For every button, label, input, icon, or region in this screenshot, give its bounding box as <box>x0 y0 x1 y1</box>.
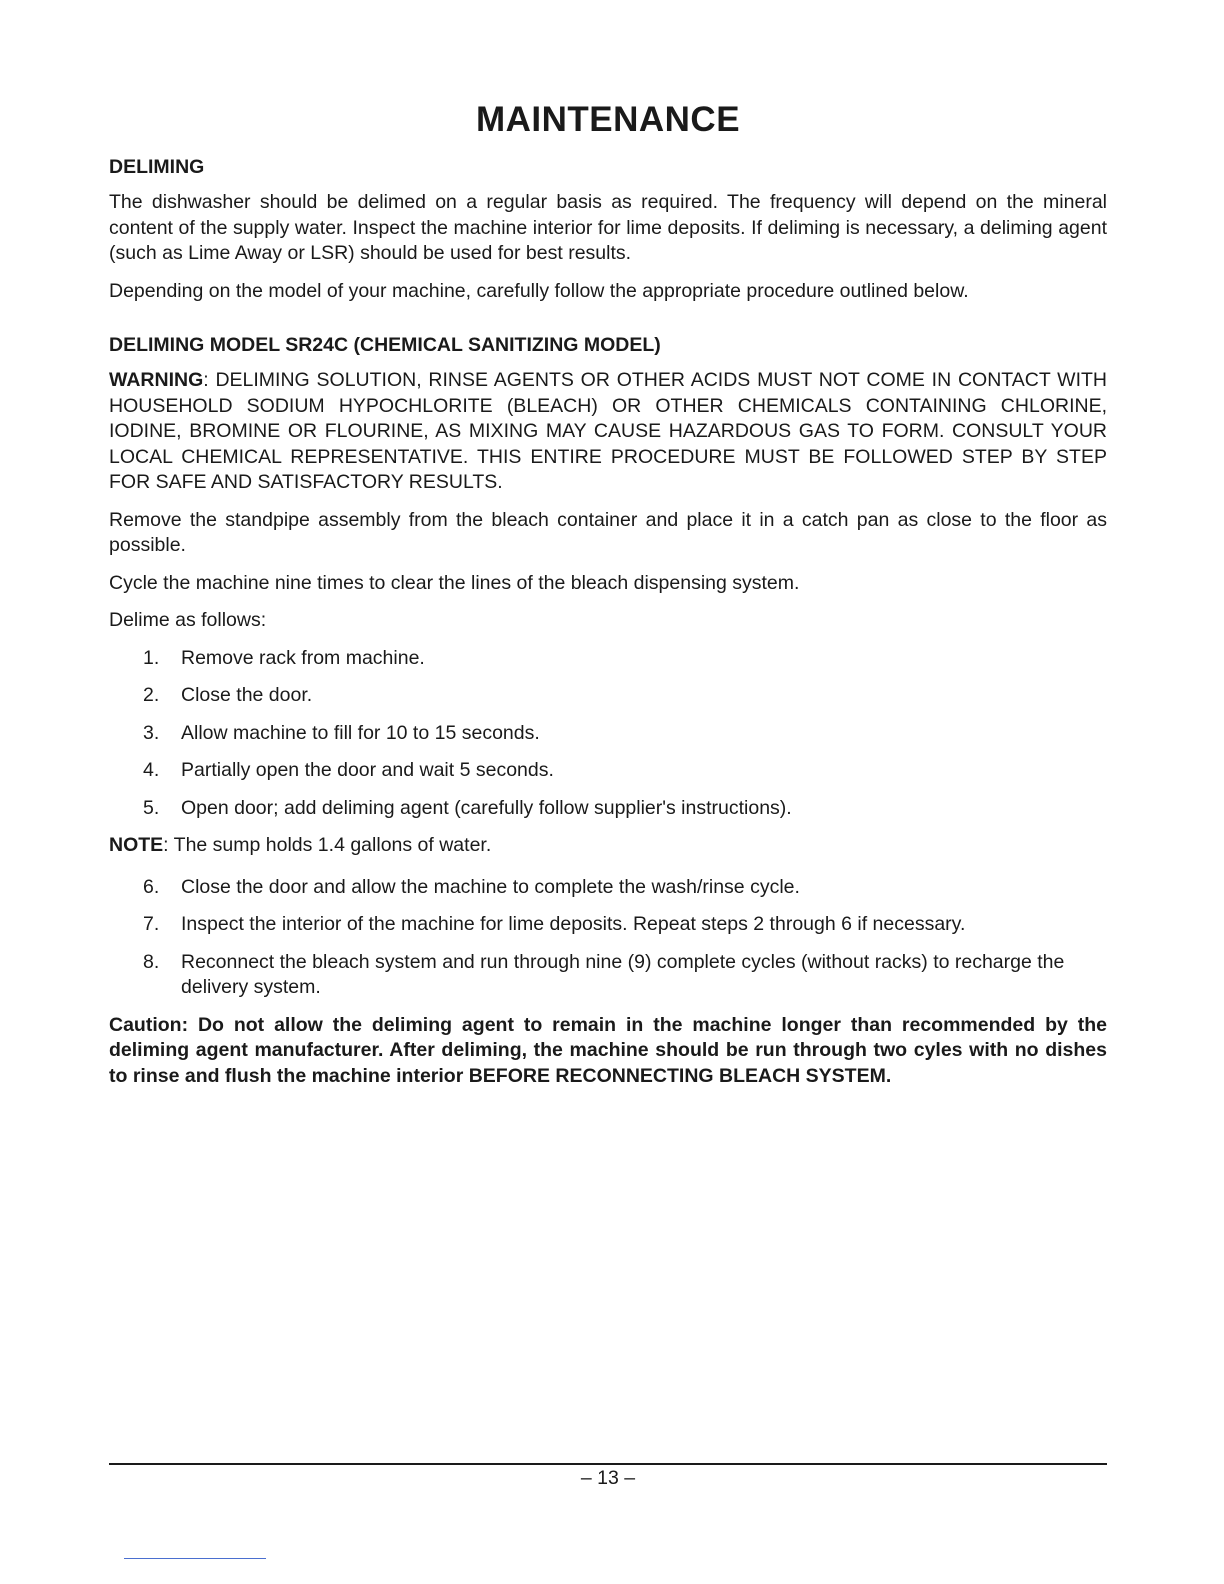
warning-text: : DELIMING SOLUTION, RINSE AGENTS OR OTHER ACIDS MUST NOT COME IN CONTACT WITH HOUSEHOLD SODIUM HYPOCHLORITE (BLEACH) OR OTHER CHEMICALS CONTAINING CHLORINE, IODINE, BROMINE OR FLOURINE, AS MIXING MAY CAUSE HAZARDOUS GAS TO FORM. CONSULT YOUR LOCAL CHEMICAL REPRESENTATIVE. THIS ENTIRE PROCEDURE MUST BE FOLLOWED STEP BY STEP FOR SAFE AND SATISFACTORY RESULTS. <box>109 369 1107 493</box>
list-item: 3. Allow machine to fill for 10 to 15 seconds. <box>143 721 540 744</box>
warning-label: WARNING <box>109 369 204 391</box>
page-number: – 13 – <box>580 1467 636 1489</box>
list-item: 2. Close the door. <box>143 684 313 706</box>
deliming-paragraph-1: The dishwasher should be delimed on a regular basis as required. The frequency will depend on the mineral content of the supply water. Inspect the machine interior for lime deposits. If deliming is necessary, a deliming agent (such as Lime Away or LSR) should be used for best results. <box>109 191 1107 264</box>
model-section <box>109 332 1107 1089</box>
list-item: 1. Remove rack from machine. <box>143 646 425 669</box>
bottom-edge-line <box>124 1558 266 1559</box>
caution-paragraph: Caution: Do not allow the deliming agent to remain in the machine longer than recommended by the deliming agent manufacturer. After deliming, the machine should be run through two cyles with no dishes to rinse and flush the machine interior BEFORE RECONNECTING BLEACH SYSTEM. <box>109 1013 1107 1087</box>
deliming-section <box>109 154 1107 304</box>
list-item: 4. Partially open the door and wait 5 seconds. <box>143 759 554 781</box>
cycle-paragraph: Cycle the machine nine times to clear the lines of the bleach dispensing system. <box>109 571 800 594</box>
note-label: NOTE <box>109 834 164 856</box>
list-item: 7. Inspect the interior of the machine for lime deposits. Repeat steps 2 through 6 if necessary. <box>143 913 966 935</box>
list-item: 6. Close the door and allow the machine to complete the wash/rinse cycle. <box>143 875 800 898</box>
page-title: MAINTENANCE <box>475 100 741 139</box>
document-page <box>109 0 1107 1584</box>
deliming-heading: DELIMING <box>109 156 205 178</box>
page-content <box>109 154 1107 1101</box>
note-text: : The sump holds 1.4 gallons of water. <box>163 834 492 856</box>
deliming-paragraph-2: Depending on the model of your machine, carefully follow the appropriate procedure outlined below. <box>109 279 969 302</box>
note-paragraph <box>109 833 1107 859</box>
list-item: 5. Open door; add deliming agent (carefully follow supplier's instructions). <box>143 796 792 819</box>
delime-intro: Delime as follows: <box>109 609 267 631</box>
list-item: 8. Reconnect the bleach system and run through nine (9) complete cycles (without racks) to recharge the delivery system. <box>143 950 1065 998</box>
standpipe-paragraph: Remove the standpipe assembly from the bleach container and place it in a catch pan as close to the floor as possible. <box>109 508 1107 556</box>
steps-list-b <box>109 875 1107 1001</box>
steps-list-a <box>109 646 1107 822</box>
model-heading: DELIMING MODEL SR24C (CHEMICAL SANITIZING MODEL) <box>109 334 661 356</box>
warning-paragraph <box>109 368 1107 496</box>
